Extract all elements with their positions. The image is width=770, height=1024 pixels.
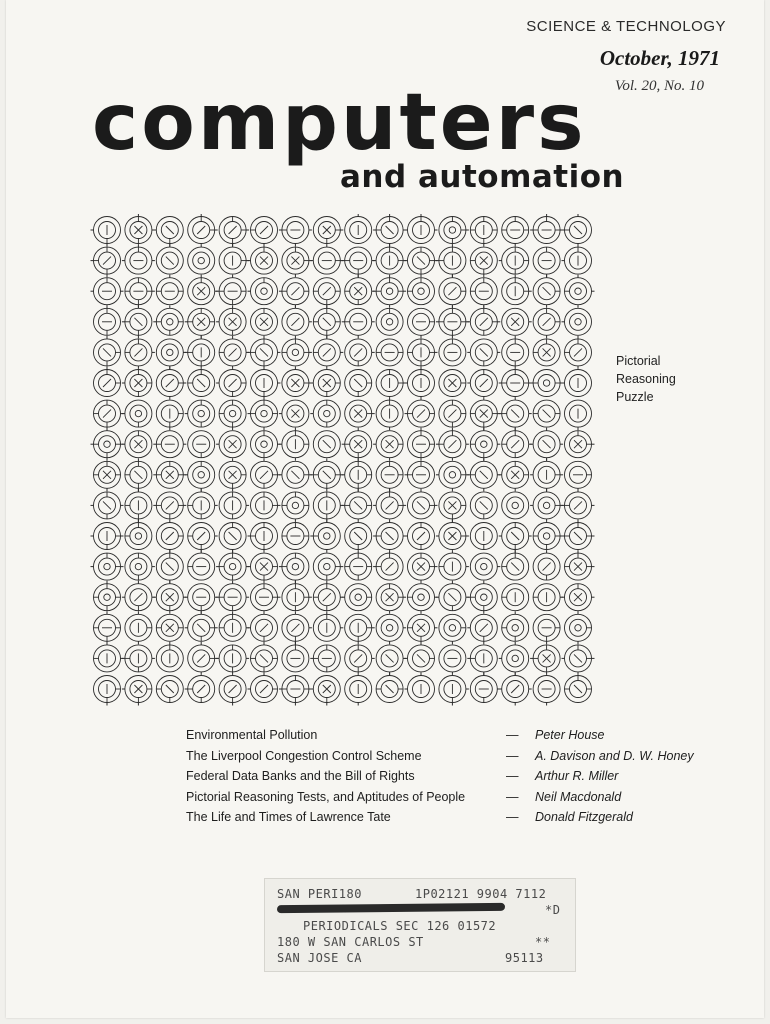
puzzle-cell [467,614,497,644]
puzzle-cell [439,339,466,366]
puzzle-cell [248,611,278,641]
puzzle-cell [436,428,469,461]
puzzle-cell [188,642,218,675]
puzzle-cell [408,614,438,644]
puzzle-cell [313,492,343,522]
puzzle-cell [219,336,249,369]
puzzle-cell [376,370,406,397]
puzzle-cell [502,428,532,458]
puzzle-cell [439,400,466,427]
puzzle-cell [188,489,218,519]
puzzle-cell [342,489,372,522]
puzzle-cell [282,305,312,335]
puzzle-cell [436,244,466,277]
puzzle-cell [248,244,278,274]
puzzle-cell [91,247,121,277]
puzzle-cell [467,370,497,397]
puzzle-cell [376,308,403,335]
puzzle-cell [310,370,340,397]
puzzle-cell [219,458,246,491]
contents-row [186,728,706,749]
puzzle-cell [439,645,466,675]
puzzle-cell [248,278,278,305]
puzzle-cell [499,673,532,706]
puzzle-cell [251,367,281,400]
puzzle-cell [216,370,246,397]
puzzle-cell [467,458,500,491]
puzzle-cell [94,581,121,611]
puzzle-cell [565,676,592,703]
puzzle-cell [185,611,218,641]
puzzle-cell [282,367,312,397]
puzzle-cell [530,428,563,461]
puzzle-cell [502,584,529,611]
puzzle-cell [188,550,215,580]
puzzle-cell [125,339,155,369]
puzzle-cell [310,520,340,553]
puzzle-cell [251,492,281,519]
puzzle-cell [373,550,403,580]
puzzle-cell [533,676,560,706]
puzzle-cell [345,614,375,644]
puzzle-cell [185,336,215,369]
puzzle-cell [408,489,438,519]
puzzle-cell [376,614,406,644]
contents-row [186,810,706,831]
puzzle-cell [342,308,375,338]
issue-date: October, 1971 [599,46,720,70]
puzzle-cell [408,339,438,366]
puzzle-caption-line: Puzzle [616,390,654,404]
puzzle-cell [156,642,183,672]
puzzle-cell [219,217,249,247]
puzzle-cell [188,431,215,458]
puzzle-cell [310,458,343,491]
puzzle-cell [122,305,152,338]
puzzle-cell [125,553,155,580]
contents-dash: — [506,748,519,763]
contents-dash: — [506,810,519,824]
puzzle-cell [405,523,435,550]
puzzle-cell [185,584,218,614]
puzzle-cell [533,550,560,580]
puzzle-cell [565,461,592,491]
puzzle-cell [376,461,403,491]
puzzle-cell [345,214,372,244]
puzzle-cell [282,336,312,366]
puzzle-cell [562,489,595,519]
article-author: Donald Fitzgerald [535,810,633,824]
puzzle-cell [216,645,249,675]
puzzle-cell [565,336,592,369]
puzzle-cell [439,492,466,522]
article-author: A. Davison and D. W. Honey [535,748,694,763]
puzzle-cell [219,611,249,641]
puzzle-cell [502,550,529,580]
puzzle-cell [467,581,497,614]
puzzle-cell [345,523,372,550]
puzzle-cell [470,553,500,580]
puzzle-cell [405,214,438,244]
puzzle-cell [562,645,595,675]
puzzle-cell [313,336,343,369]
puzzle-cell [125,489,152,522]
puzzle-cell [502,217,529,247]
puzzle-cell [376,673,403,703]
puzzle-cell [405,642,435,672]
mailing-label-text: 95113 [505,951,544,965]
puzzle-cell [565,550,595,580]
puzzle-cell [345,645,375,675]
puzzle-caption [616,352,676,406]
puzzle-cell [345,400,375,427]
puzzle-cell [122,400,152,427]
puzzle-cell [188,523,218,553]
puzzle-cell [313,611,343,641]
puzzle-cell [313,553,343,580]
puzzle-cell [219,523,246,553]
puzzle-caption-line: Pictorial [616,354,661,368]
puzzle-cell [282,247,312,277]
puzzle-cell [279,278,309,308]
puzzle-cell [530,645,560,675]
puzzle-cell [125,214,155,244]
puzzle-cell [216,431,246,458]
puzzle-cell [310,400,340,427]
puzzle-cell [156,275,183,305]
puzzle-cell [530,214,563,244]
puzzle-cell [499,523,532,553]
magazine-title: computers [92,78,587,168]
puzzle-cell [219,492,249,519]
puzzle-cell [251,458,281,488]
puzzle-cell [156,520,183,553]
puzzle-cell [219,244,249,274]
redaction-marker-stroke [277,903,505,913]
puzzle-cell [467,645,497,675]
puzzle-cell [342,247,375,277]
section-label: SCIENCE & TECHNOLOGY [526,18,726,35]
puzzle-cell [342,584,372,611]
puzzle-cell [153,431,186,458]
puzzle-cell [565,400,592,430]
puzzle-cell [251,308,278,335]
puzzle-cell [216,275,246,305]
puzzle-cell [345,275,375,305]
puzzle-cell [219,676,246,706]
puzzle-cell [185,461,215,491]
puzzle-cell [125,458,152,491]
puzzle-cell [470,217,497,247]
puzzle-cell [502,611,529,641]
puzzle-caption-line: Reasoning [616,372,676,386]
puzzle-cell [156,339,186,369]
puzzle-cell [91,428,124,461]
puzzle-cell [153,461,186,488]
puzzle-cell [439,217,469,244]
puzzle-cell [91,278,124,308]
puzzle-cell [94,676,121,706]
puzzle-cell [248,523,278,553]
puzzle-cell [439,614,466,644]
puzzle-cell [156,676,183,703]
article-author: Neil Macdonald [535,789,622,804]
puzzle-cell [279,428,309,461]
puzzle-cell [94,642,124,672]
puzzle-cell [156,400,183,430]
mailing-label-text: ** [535,935,551,949]
puzzle-cell [376,397,403,430]
puzzle-cell [533,308,560,338]
puzzle-cell [530,489,563,522]
puzzle-cell [310,244,343,274]
puzzle-cell [251,584,281,614]
puzzle-cell [310,645,340,672]
pictorial-puzzle-grid [90,214,596,706]
mailing-label-text: SAN JOSE CA [277,951,362,965]
article-title: The Life and Times of Lawrence Tate [186,810,391,824]
puzzle-cell [470,492,497,519]
puzzle-cell [533,247,560,277]
puzzle-cell [282,523,309,550]
puzzle-cell [122,370,152,397]
puzzle-cell [122,244,155,274]
puzzle-cell [282,581,312,611]
puzzle-cell [408,278,435,305]
puzzle-cell [185,308,215,338]
contents-dash: — [506,789,519,804]
puzzle-cell [279,400,309,427]
puzzle-cell [436,520,469,550]
table-of-contents [186,728,706,831]
puzzle-cell [188,244,215,274]
puzzle-cell [436,461,469,491]
article-title: Federal Data Banks and the Bill of Rights [186,769,415,783]
puzzle-cell [313,305,340,338]
puzzle-cell [279,217,312,247]
puzzle-cell [248,673,278,703]
puzzle-cell [153,492,186,519]
puzzle-cell [562,308,592,335]
puzzle-cell [94,305,121,335]
puzzle-cell [530,370,563,397]
puzzle-cell [565,275,595,308]
puzzle-cell [470,428,500,461]
puzzle-cell [376,339,403,366]
puzzle-cell [156,367,186,400]
puzzle-cell [248,397,278,430]
puzzle-cell [122,676,152,706]
puzzle-cell [342,458,372,491]
puzzle-cell [125,611,152,644]
puzzle-cell [282,611,312,644]
puzzle-cell [153,305,183,335]
puzzle-cell [562,244,592,274]
puzzle-cell [313,431,340,458]
puzzle-cell [470,673,500,703]
puzzle-cell [470,523,497,550]
puzzle-cell [94,611,121,644]
puzzle-cell [122,581,155,611]
puzzle-cell [373,275,406,308]
puzzle-cell [499,247,529,274]
puzzle-cell [153,581,186,614]
puzzle-cell [94,367,121,397]
puzzle-cell [219,400,246,430]
puzzle-cell [94,461,121,491]
puzzle-cell [216,305,246,335]
puzzle-cell [533,584,563,611]
puzzle-cell [373,489,406,519]
magazine-cover [6,0,764,1018]
puzzle-cell [91,492,124,519]
puzzle-cell [248,553,278,583]
puzzle-cell [91,523,124,550]
puzzle-cell [153,217,183,247]
puzzle-cell [499,370,532,397]
puzzle-cell [405,461,435,488]
puzzle-cell [313,581,343,611]
puzzle-cell [251,431,281,458]
puzzle-cell [405,673,435,703]
puzzle-cell [439,676,469,706]
puzzle-cell [91,553,124,580]
mailing-label-text: *D [545,903,561,917]
puzzle-cell [470,278,497,308]
puzzle-cell [439,550,469,580]
puzzle-cell [248,336,281,369]
puzzle-cell [125,520,152,550]
puzzle-cell [533,275,560,308]
mailing-label-text: PERIODICALS SEC 126 01572 [303,919,497,933]
puzzle-cell [373,244,406,274]
puzzle-cell [565,431,595,458]
puzzle-cell [533,400,560,427]
puzzle-cell [279,553,309,583]
article-author: Arthur R. Miller [535,769,619,783]
puzzle-cell [533,339,560,366]
puzzle-cell [405,367,435,400]
puzzle-cell [408,308,435,338]
puzzle-cell [122,645,155,672]
puzzle-cell [313,278,340,308]
puzzle-cell [216,550,249,580]
puzzle-cell [156,550,183,583]
puzzle-cell [530,458,563,491]
puzzle-cell [502,275,532,305]
puzzle-cell [470,247,497,277]
puzzle-cell [533,614,560,644]
puzzle-cell [156,614,183,641]
magazine-subtitle: and automation [340,159,625,195]
volume-number: Vol. 20, No. 10 [614,78,704,94]
puzzle-cell [188,214,218,244]
puzzle-cell [313,217,343,244]
puzzle-cell [502,336,529,369]
contents-dash: — [506,728,519,742]
puzzle-cell [499,461,529,491]
puzzle-cell [405,397,435,427]
puzzle-cell [502,492,529,519]
puzzle-cell [470,397,500,430]
puzzle-cell [405,247,438,277]
article-title: Environmental Pollution [186,728,318,742]
puzzle-cell [94,336,121,366]
puzzle-cell [499,642,529,675]
contents-dash: — [506,769,519,783]
puzzle-cell [436,581,469,611]
puzzle-cell [94,400,124,430]
puzzle-cell [156,244,183,274]
puzzle-cell [91,217,121,247]
puzzle-cell [533,523,563,550]
puzzle-cell [345,676,372,706]
puzzle-cell [279,461,312,488]
puzzle-cell [373,431,403,461]
mailing-label-text: 1P02121 9904 7112 [415,887,547,901]
puzzle-cell [565,611,592,644]
puzzle-cell [216,581,249,611]
puzzle-cell [122,431,152,458]
puzzle-cell [467,305,500,335]
puzzle-cell [436,305,469,338]
puzzle-cell [439,275,466,308]
puzzle-cell [279,676,312,706]
puzzle-cell [502,308,532,335]
mailing-label-text: SAN PERI180 [277,887,362,901]
puzzle-cell [376,584,406,614]
puzzle-cell [251,642,278,672]
puzzle-cell [408,584,438,614]
puzzle-cell [562,370,592,397]
contents-row [186,749,706,770]
puzzle-cell [345,339,375,366]
puzzle-cell [373,520,406,550]
mailing-label [264,878,576,972]
puzzle-cell [345,550,372,580]
puzzle-cell [282,492,309,522]
puzzle-cell [345,370,372,397]
puzzle-cell [310,676,340,706]
mailing-label-text: 180 W SAN CARLOS ST [277,935,424,949]
article-title: The Liverpool Congestion Control Scheme [186,748,422,763]
puzzle-cell [562,584,595,614]
contents-row [186,769,706,790]
puzzle-cell [188,370,215,397]
article-author: Peter House [535,728,605,742]
puzzle-cell [251,217,278,247]
puzzle-cell [562,214,592,247]
puzzle-cell [373,214,406,247]
puzzle-cell [467,339,500,366]
puzzle-cell [376,645,406,675]
puzzle-cell [408,428,435,461]
article-title: Pictorial Reasoning Tests, and Aptitudes of People [186,789,466,804]
contents-row [186,790,706,811]
puzzle-cell [439,370,466,397]
puzzle-cell [499,397,532,430]
puzzle-cell [125,278,155,308]
puzzle-cell [562,520,595,550]
puzzle-cell [185,400,215,427]
puzzle-cell [185,676,215,703]
puzzle-cell [342,428,372,461]
puzzle-cell [188,275,218,305]
puzzle-cell [282,642,309,672]
puzzle-cell [408,553,438,583]
